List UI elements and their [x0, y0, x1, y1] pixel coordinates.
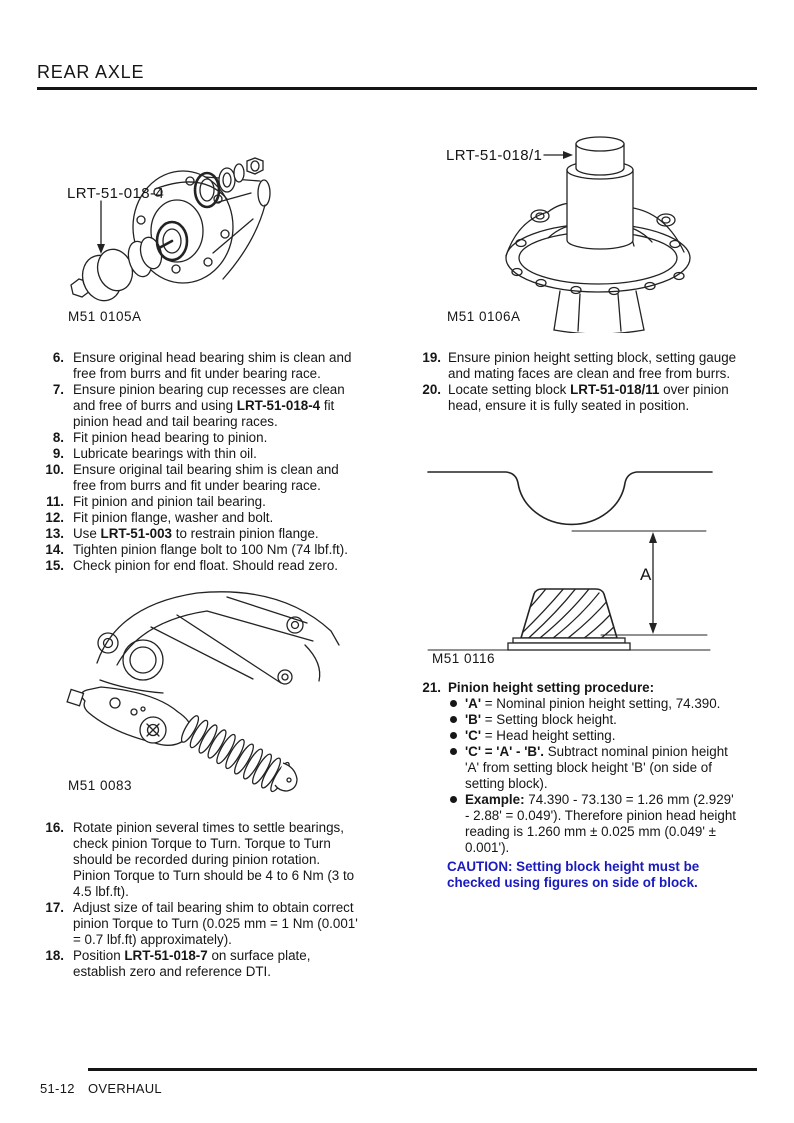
- step-item: [414, 382, 754, 414]
- step-text: Tighten pinion flange bolt to 100 Nm (74 lbf.ft).: [73, 542, 348, 557]
- bullet-icon: [450, 796, 457, 803]
- step-text: Use LRT-51-003 to restrain pinion flange.: [73, 526, 319, 541]
- bullet-item: [448, 728, 740, 744]
- step-item: [40, 948, 370, 980]
- step-text: Ensure original head bearing shim is clean and free from burrs and fit under bearing race.: [73, 350, 352, 381]
- step-item: [40, 526, 370, 542]
- step-item: [40, 430, 370, 446]
- step-text: Rotate pinion several times to settle bearings, check pinion Torque to Turn. Torque to Turn should be recorded during pinion rotation. Pinion Torque to Turn should be 4 to 6 Nm (3 to 4.5 lbf.ft).: [73, 820, 355, 899]
- step-number: 11.: [46, 494, 64, 509]
- step-text: Ensure pinion height setting block, setting gauge and mating faces are clean and free from burrs.: [448, 350, 737, 381]
- step-item: [40, 494, 370, 510]
- step-text: Locate setting block LRT-51-018/11 over pinion head, ensure it is fully seated in position.: [448, 382, 729, 413]
- footer-page-number: 51-12: [40, 1081, 75, 1096]
- page-title: REAR AXLE: [37, 62, 145, 82]
- flange-tool-illustration: [55, 585, 390, 795]
- step-item: [40, 900, 370, 948]
- bullet-icon: [450, 700, 457, 707]
- step-item: [414, 680, 759, 856]
- step-item: [414, 350, 754, 382]
- step-number: 9.: [52, 446, 64, 461]
- step-item: [40, 350, 370, 382]
- step-number: 13.: [45, 526, 64, 541]
- step-text: Fit pinion flange, washer and bolt.: [73, 510, 274, 525]
- footer-rule: [88, 1068, 757, 1071]
- step-number: 14.: [45, 542, 64, 557]
- step-item: [40, 820, 370, 900]
- step-number: 10.: [45, 462, 64, 477]
- bullet-item: [448, 696, 740, 712]
- bullet-item: [448, 712, 740, 728]
- step-text: Ensure pinion bearing cup recesses are clean and free of burrs and using LRT-51-018-4 fit pinion head and tail bearing races.: [73, 382, 345, 429]
- step-number: 21.: [422, 680, 441, 695]
- figure-diff-housing-exploded: [55, 133, 390, 338]
- step21-title: Pinion height setting procedure:: [448, 680, 655, 695]
- bullet-icon: [450, 748, 457, 755]
- steps-6-15: [40, 350, 370, 574]
- figure2-tool-label: LRT-51-018/1: [446, 147, 543, 164]
- step-item: [40, 542, 370, 558]
- step-item: [40, 558, 370, 574]
- step-text: Adjust size of tail bearing shim to obtain correct pinion Torque to Turn (0.025 mm = 1 Nm (0.001' = 0.7 lbf.ft) approximately).: [73, 900, 358, 947]
- step-number: 8.: [52, 430, 64, 445]
- bullet-text: 'A' = Nominal pinion height setting, 74.390.: [465, 696, 721, 711]
- step-number: 12.: [45, 510, 64, 525]
- pinion-height-diagram-illustration: [425, 453, 765, 653]
- step-item: [40, 462, 370, 494]
- dimension-a-label: A: [640, 565, 652, 584]
- step-number: 19.: [422, 350, 441, 365]
- diff-housing-exploded-illustration: [55, 133, 390, 338]
- bullet-item: [448, 792, 740, 856]
- footer-section-label: OVERHAUL: [88, 1081, 162, 1096]
- bullet-item: [448, 744, 740, 792]
- step-number: 17.: [45, 900, 64, 915]
- step-number: 20.: [422, 382, 441, 397]
- bullet-icon: [450, 716, 457, 723]
- step-number: 7.: [52, 382, 64, 397]
- step-text: Fit pinion head bearing to pinion.: [73, 430, 268, 445]
- step-item: [40, 510, 370, 526]
- figure1-caption: M51 0105A: [68, 309, 142, 324]
- figure-pinion-height-diagram: [425, 453, 765, 653]
- figure-flange-tool: [55, 585, 390, 795]
- step-item: [40, 446, 370, 462]
- step-number: 18.: [45, 948, 64, 963]
- ribbed-handle: [179, 714, 297, 794]
- figure1-tool-label: LRT-51-018-4: [67, 185, 165, 202]
- step-text: Position LRT-51-018-7 on surface plate, establish zero and reference DTI.: [73, 948, 311, 979]
- steps-16-18: [40, 820, 370, 980]
- step-number: 16.: [45, 820, 64, 835]
- caution-note: CAUTION: Setting block height must be checked using figures on side of block.: [447, 859, 700, 890]
- bullet-text: 'B' = Setting block height.: [465, 712, 617, 727]
- step21-bullets: [448, 696, 740, 856]
- figure2-caption: M51 0106A: [447, 309, 521, 324]
- step-number: 15.: [45, 558, 64, 573]
- step-21: [414, 680, 759, 856]
- steps-19-20: [414, 350, 754, 414]
- step-text: Check pinion for end float. Should read zero.: [73, 558, 339, 573]
- figure3-caption: M51 0083: [68, 778, 133, 793]
- step-item: [40, 382, 370, 430]
- step-text: Fit pinion and pinion tail bearing.: [73, 494, 266, 509]
- bullet-text: Example: 74.390 - 73.130 = 1.26 mm (2.929' - 2.88' = 0.049'). Therefore pinion head height reading is 1.260 mm ± 0.025 mm (0.049' ± 0.001').: [465, 792, 737, 855]
- step-text: Lubricate bearings with thin oil.: [73, 446, 257, 461]
- bullet-text: 'C' = 'A' - 'B'. Subtract nominal pinion height 'A' from setting block height 'B' (on side of setting block).: [465, 744, 728, 791]
- header-rule: [37, 87, 757, 90]
- figure4-caption: M51 0116: [432, 651, 496, 666]
- bullet-icon: [450, 732, 457, 739]
- step-number: 6.: [52, 350, 64, 365]
- bullet-text: 'C' = Head height setting.: [465, 728, 616, 743]
- step-text: Ensure original tail bearing shim is clean and free from burrs and fit under bearing race.: [73, 462, 339, 493]
